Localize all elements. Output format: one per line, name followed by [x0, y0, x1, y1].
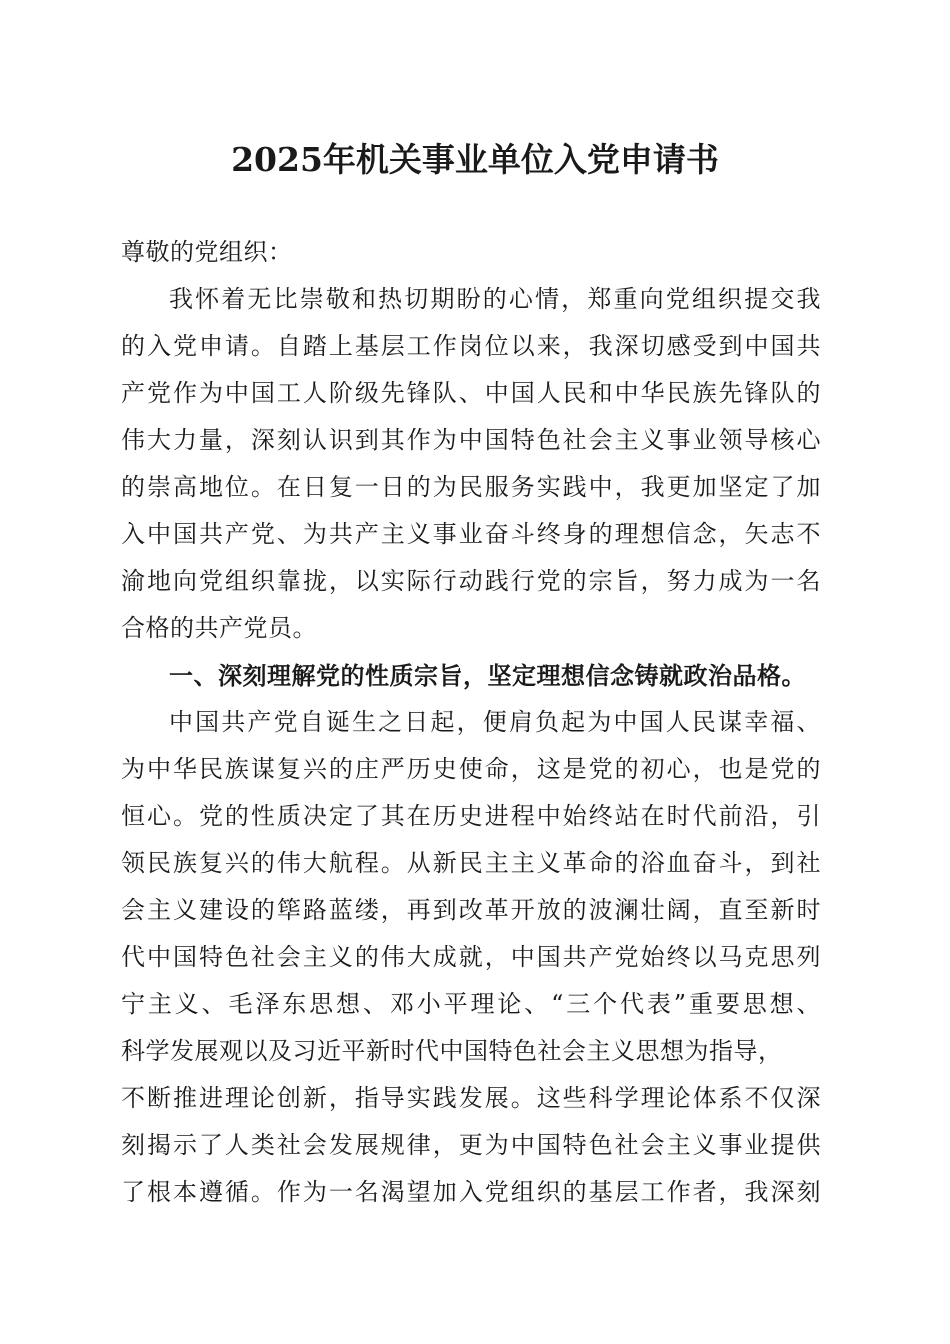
- paragraph-line: 代中国特色社会主义的伟大成就，中国共产党始终以马克思列: [121, 943, 821, 971]
- paragraph-line: 不断推进理论创新，指导实践发展。这些科学理论体系不仅深: [121, 1084, 821, 1112]
- paragraph-line: 合格的共产党员。: [121, 614, 317, 642]
- paragraph-line: 入中国共产党、为共产主义事业奋斗终身的理想信念，矢志不: [121, 520, 821, 548]
- paragraph-line: 产党作为中国工人阶级先锋队、中国人民和中华民族先锋队的: [121, 379, 821, 407]
- document-body: [121, 229, 821, 1216]
- paragraph-line: 科学发展观以及习近平新时代中国特色社会主义思想为指导，: [121, 1037, 783, 1065]
- paragraph-line: 恒心。党的性质决定了其在历史进程中始终站在时代前沿，引: [121, 802, 821, 830]
- section-heading: 一、深刻理解党的性质宗旨，坚定理想信念铸就政治品格。: [169, 661, 806, 690]
- paragraph-line: 我怀着无比崇敬和热切期盼的心情，郑重向党组织提交我: [169, 285, 821, 313]
- paragraph-line: 的入党申请。自踏上基层工作岗位以来，我深切感受到中国共: [121, 332, 821, 360]
- paragraph-line: 刻揭示了人类社会发展规律，更为中国特色社会主义事业提供: [121, 1131, 821, 1159]
- paragraph-line: 会主义建设的筚路蓝缕，再到改革开放的波澜壮阔，直至新时: [121, 896, 821, 924]
- document-title: 2025年机关事业单位入党申请书: [231, 140, 719, 179]
- paragraph-line: 为中华民族谋复兴的庄严历史使命，这是党的初心，也是党的: [121, 755, 821, 783]
- paragraph-line: 了根本遵循。作为一名渴望加入党组织的基层工作者，我深刻: [121, 1178, 821, 1206]
- paragraph-line: 渝地向党组织靠拢，以实际行动践行党的宗旨，努力成为一名: [121, 567, 821, 595]
- paragraph-line: 的崇高地位。在日复一日的为民服务实践中，我更加坚定了加: [121, 473, 821, 501]
- paragraph-line: 领民族复兴的伟大航程。从新民主主义革命的浴血奋斗，到社: [121, 849, 821, 877]
- salutation: 尊敬的党组织：: [121, 238, 293, 266]
- paragraph-line: 宁主义、毛泽东思想、邓小平理论、“三个代表”重要思想、: [121, 990, 821, 1018]
- paragraph-line: 伟大力量，深刻认识到其作为中国特色社会主义事业领导核心: [121, 426, 821, 454]
- paragraph-line: 中国共产党自诞生之日起，便肩负起为中国人民谋幸福、: [169, 708, 821, 736]
